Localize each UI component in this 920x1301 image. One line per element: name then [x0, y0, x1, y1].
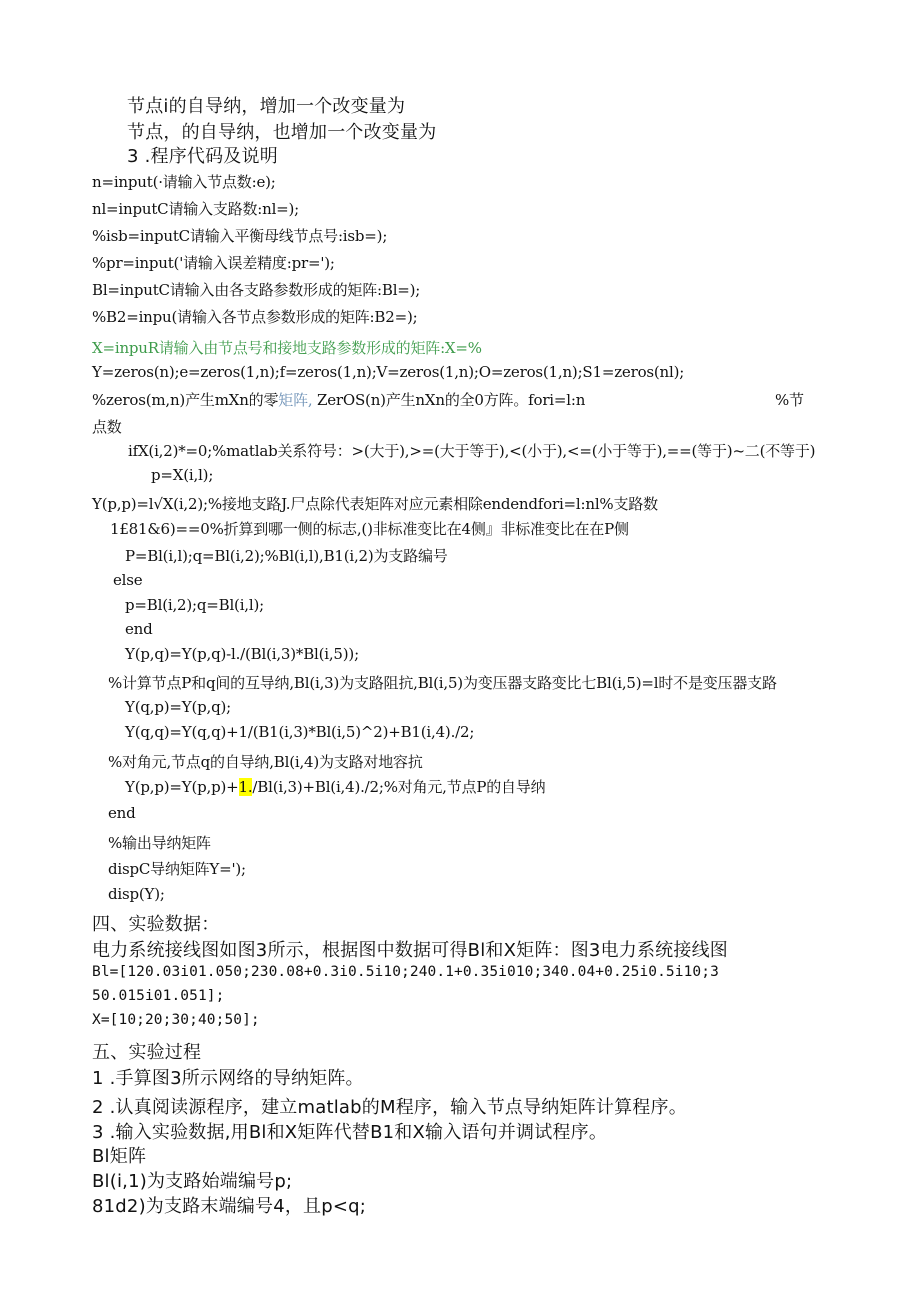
step-item: 2 .认真阅读源程序，建立matlab的M程序，输入节点导纳矩阵计算程序。 — [92, 1097, 687, 1118]
code-line: Y(p,p)=l√X(i,2);%接地支路J.尸点除代表矩阵对应元素相除endendfori=l:nl%支路数 — [92, 495, 658, 513]
matrix-line: 50.015i01.051]; — [92, 988, 225, 1004]
code-line: P=Bl(i,l);q=Bl(i,2);%Bl(i,l),B1(i,2)为支路编号 — [125, 547, 448, 565]
code-line: Y(q,q)=Y(q,q)+1/(B1(i,3)*Bl(i,5)^2)+B1(i,4)./2; — [125, 723, 475, 741]
section-heading: 3 .程序代码及说明 — [127, 146, 278, 167]
paragraph: 81d2)为支路末端编号4，且p<q; — [92, 1196, 367, 1217]
code-text: Y(p,p)=Y(p,p)+ — [125, 778, 239, 796]
code-line — [125, 776, 545, 797]
code-line: ifX(i,2)*=0;%matlab关系符号：>(大于),>=(大于等于),<(小于),<=(小于等于),==(等于)~二(不等于) — [128, 442, 816, 460]
code-line: Y=zeros(n);e=zeros(1,n);f=zeros(1,n);V=zeros(1,n);O=zeros(1,n);S1=zeros(nl); — [92, 363, 685, 381]
text-line: 节点i的自导纳，增加一个改变量为 — [127, 96, 406, 117]
code-text: %zeros(m,n)产生mXn的零 — [92, 391, 279, 409]
code-comment: %节 — [775, 391, 804, 409]
code-line: else — [113, 571, 143, 589]
code-text: ZerOS(n)产生nXn的全0方阵。fori=l:n — [312, 391, 586, 409]
text-line: 节点，的自导纳，也增加一个改变量为 — [127, 122, 437, 143]
code-line: end — [108, 804, 136, 822]
code-line: %pr=input('请输入误差精度:pr='); — [92, 254, 335, 272]
matrix-line: Bl=[120.03i01.050;230.08+0.3i0.5i10;240.1+0.35i010;340.04+0.25i0.5i10;3 — [92, 964, 719, 980]
code-text: /Bl(i,3)+Bl(i,4)./2;%对角元,节点P的自导纳 — [252, 778, 546, 796]
section-heading: 五、实验过程 — [92, 1042, 202, 1063]
code-line: 点数 — [92, 418, 122, 436]
code-line: %isb=inputC请输入平衡母线节点号:isb=); — [92, 227, 388, 245]
code-line: %输出导纳矩阵 — [108, 834, 211, 852]
code-line: Y(q,p)=Y(p,q); — [125, 698, 231, 716]
code-line: Y(p,q)=Y(p,q)-l./(Bl(i,3)*Bl(i,5)); — [125, 645, 359, 663]
code-line-green: X=inpuR请输入由节点号和接地支路参数形成的矩阵:X=% — [92, 339, 482, 357]
paragraph: 电力系统接线图如图3所示，根据图中数据可得Bl和X矩阵：图3电力系统接线图 — [92, 940, 728, 961]
step-item: 1 .手算图3所示网络的导纳矩阵。 — [92, 1068, 364, 1089]
section-heading: 四、实验数据： — [92, 914, 220, 935]
code-line — [92, 389, 585, 410]
matrix-line: X=[10;20;30;40;50]; — [92, 1012, 260, 1028]
code-line: n=input(·请输入节点数:e); — [92, 173, 276, 191]
matrix-link[interactable]: 矩阵, — [278, 391, 313, 409]
code-line: %B2=inpu(请输入各节点参数形成的矩阵:B2=); — [92, 308, 418, 326]
code-line: 1£81&6)==0%折算到哪一侧的标志,()非标准变比在4侧』非标准变比在在P侧 — [110, 520, 629, 538]
code-line: disp(Y); — [108, 885, 165, 903]
code-line: %计算节点P和q间的互导纳,Bl(i,3)为支路阻抗,Bl(i,5)为变压器支路变比七Bl(i,5)=l时不是变压器支路 — [108, 674, 777, 692]
highlighted-text: 1. — [238, 778, 253, 796]
code-line: dispC导纳矩阵Y='); — [108, 860, 246, 878]
code-line: %对角元,节点q的自导纳,Bl(i,4)为支路对地容抗 — [108, 753, 423, 771]
code-line: p=Bl(i,2);q=Bl(i,l); — [125, 596, 264, 614]
paragraph: Bl矩阵 — [92, 1146, 147, 1167]
step-item: 3 .输入实验数据,用Bl和X矩阵代替B1和X输入语句并调试程序。 — [92, 1122, 608, 1143]
code-line: p=X(i,l); — [151, 466, 214, 484]
code-line: nl=inputC请输入支路数:nl=); — [92, 200, 300, 218]
paragraph: Bl(i,1)为支路始端编号p; — [92, 1171, 293, 1192]
code-line: Bl=inputC请输入由各支路参数形成的矩阵:Bl=); — [92, 281, 421, 299]
code-line: end — [125, 620, 153, 638]
